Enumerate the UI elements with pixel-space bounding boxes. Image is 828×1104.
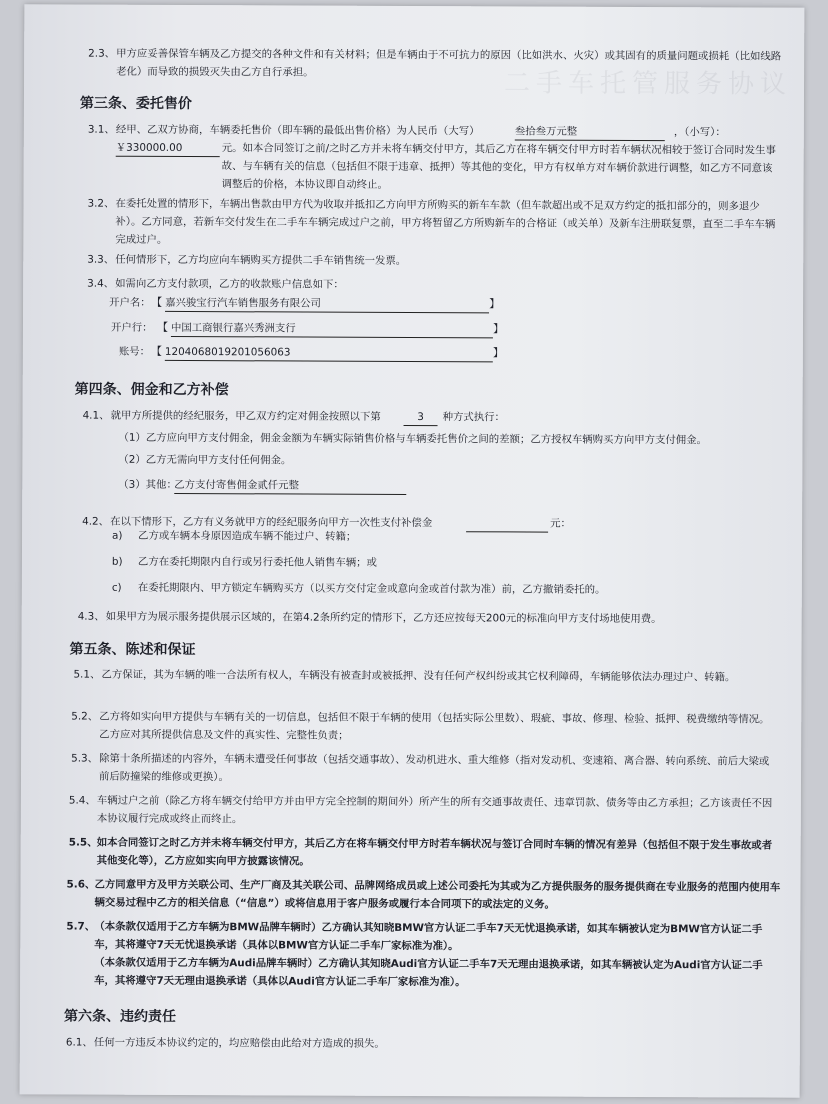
- article-3-heading: 第三条、委托售价: [79, 95, 192, 113]
- clause-number: 5.3、: [71, 752, 99, 765]
- clause-number: 5.2、: [71, 710, 99, 723]
- list-marker: b): [111, 555, 123, 568]
- clause-5-6: 乙方同意甲方及甲方关联公司、生产厂商及其关联公司、品牌网络成员或上述公司委托为其或为乙方提供服务的服务提供商在专业服务的范围内使用车辆交易过程中乙方的相关信息（“信息”）或将信息用于客户服务或履行本合同项下的或法定的义务。: [94, 878, 781, 911]
- clause-number: 4.3、: [77, 610, 105, 623]
- commission-option-field: 3: [404, 409, 438, 426]
- article-4-heading: 第四条、佣金和乙方补偿: [74, 381, 229, 399]
- clause-3-1-c: 元。如本合同签订之前/之时乙方并未将车辆交付甲方，其后乙方在将车辆交付甲方时若车辆状况相较于签订合同时发生事故、与车辆有关的信息（包括但不限于违章、抵押）等其他的变化，甲方有权单方对车辆价款进行调整，如乙方不同意该调整后的价格，本协议即自动终止。: [221, 142, 776, 191]
- clause-number: 4.2、: [82, 515, 110, 528]
- bracket-right: 】: [492, 346, 504, 360]
- clause-4-2-item-b: 乙方在委托期限内自行或另行委托他人销售车辆；或: [137, 555, 377, 569]
- clause-number: 2.3、: [88, 47, 116, 60]
- clause-number: 5.4、: [68, 794, 96, 807]
- clause-number: 6.1、: [65, 1036, 93, 1049]
- account-number-label: 账号：: [118, 345, 151, 358]
- commission-other-field: 乙方支付寄售佣金贰仟元整: [174, 477, 406, 495]
- clause-5-5: 如本合同签订之时乙方并未将车辆交付甲方，其后乙方在将车辆交付甲方时若车辆状况与签订合同时车辆的情况有差异（包括但不限于发生事故或者其他变化等），乙方应如实向甲方披露该情况。: [96, 836, 773, 868]
- clause-5-3: 除第十条所描述的内容外，车辆未遭受任何事故（包括交通事故）、发动机进水、重大维修（指对发动机、变速箱、离合器、转向系统、前后大梁或前后防撞梁的维修或更换）。: [98, 752, 770, 784]
- document-page: [20, 4, 805, 1097]
- clause-3-4: 如需向乙方支付款项，乙方的收款账户信息如下：: [115, 277, 344, 291]
- clause-number: 5.6、: [66, 878, 96, 891]
- price-in-figures-field: ￥330000.00: [116, 140, 220, 157]
- clause-4-1-b: 种方式执行：: [442, 411, 505, 424]
- article-5-heading: 第五条、陈述和保证: [69, 641, 196, 659]
- clause-number: 5.7、: [66, 920, 96, 933]
- bracket-right: 】: [489, 297, 501, 311]
- clause-5-7-audi: （本条款仅适用于乙方车辆为Audi品牌车辆时）乙方确认其知晓Audi官方认证二手车7天无理由退换承诺，如其车辆被认定为Audi官方认证二手车，其将遵守7天无理由退换承诺（具体以Audi官方认证二手车厂家标准为准）。: [94, 956, 763, 989]
- clause-number: 4.1、: [82, 409, 110, 422]
- clause-4-3: 如果甲方为展示服务提供展示区域的，在第4.2条所约定的情形下，乙方还应按每天200元的标准向甲方支付场地使用费。: [105, 610, 662, 626]
- clause-4-1-a: 就甲方所提供的经纪服务，甲乙双方约定对佣金按照以下第: [110, 409, 381, 423]
- compensation-amount-field: [466, 515, 548, 532]
- clause-number: 5.1、: [73, 668, 101, 681]
- clause-5-1: 乙方保证，其为车辆的唯一合法所有权人，车辆没有被查封或被抵押、没有任何产权纠纷或其它权利障碍，车辆能够依法办理过户、转籍。: [101, 668, 736, 684]
- commission-option-1: （1）乙方应向甲方支付佣金，佣金金额为车辆实际销售价格与车辆委托售价之间的差额；乙方授权车辆购买方向甲方支付佣金。: [118, 431, 707, 447]
- clause-5-4: 车辆过户之前（除乙方将车辆交付给甲方并由甲方完全控制的期间外）所产生的所有交通事故责任、违章罚款、债务等由乙方承担；乙方该责任不因本协议履行完成或终止而终止。: [96, 794, 773, 826]
- clause-number: 3.4、: [87, 277, 115, 290]
- clause-2-3: 甲方应妥善保管车辆及乙方提交的各种文件和有关材料；但是车辆由于不可抗力的原因（比如洪水、火灾）或其固有的质量问题或损耗（比如线路老化）而导致的损毁灭失由乙方自行承担。: [116, 47, 782, 79]
- clause-3-1-a: 经甲、乙双方协商，车辆委托售价（即车辆的最低出售价格）为人民币（大写）: [115, 123, 480, 138]
- clause-number: 3.2、: [87, 197, 115, 210]
- account-holder-field: 嘉兴骏宝行汽车销售服务有限公司: [165, 295, 489, 313]
- bracket-left: 【: [151, 295, 163, 309]
- account-number-field: 1204068019201056063: [165, 344, 493, 362]
- bank-label: 开户行：: [110, 321, 153, 334]
- clause-3-1-b: ，（小写）：: [673, 126, 726, 139]
- article-6-heading: 第六条、违约责任: [63, 1008, 176, 1025]
- clause-number: 3.3、: [87, 253, 115, 266]
- bracket-left: 【: [156, 320, 169, 334]
- bracket-left: 【: [150, 344, 162, 358]
- commission-option-2: （2）乙方无需向甲方支付任何佣金。: [118, 453, 292, 467]
- price-in-words-field: 叁拾叁万元整: [515, 123, 665, 141]
- commission-option-3-label: （3）其他：: [118, 478, 177, 491]
- bracket-right: 】: [492, 322, 504, 336]
- clause-3-2: 在委托处置的情形下，车辆出售款由甲方代为收取并抵扣乙方向甲方所购买的新车车款（但车款超出或不足双方约定的抵扣部分的，则多退少补）。乙方同意，若新车交付发生在二手车车辆完成过户之前，甲方将暂留乙方所购新车的合格证（或关单）及新车注册联复票，直至二手车车辆完成过户。: [115, 197, 776, 246]
- clause-5-7-bmw: （本条款仅适用于乙方车辆为BMW品牌车辆时）乙方确认其知晓BMW官方认证二手车7天无忧退换承诺，如其车辆被认定为BMW官方认证二手车，其将遵守7天无忧退换承诺（具体以BMW官方认证二手车厂家标准为准）。: [94, 920, 763, 953]
- clause-4-2-item-a: 乙方或车辆本身原因造成车辆不能过户、转籍；: [138, 529, 357, 543]
- clause-4-2-item-c: 在委托期限内、甲方锁定车辆购买方（以买方交付定金或意向金或首付款为准）前，乙方撤销委托的。: [137, 581, 606, 596]
- account-holder-label: 开户名：: [109, 296, 151, 309]
- clause-4-2-b: 元：: [550, 517, 571, 530]
- list-marker: a): [112, 529, 123, 542]
- clause-4-2-a: 在以下情形下，乙方有义务就甲方的经纪服务向甲方一次性支付补偿金: [110, 515, 433, 530]
- clause-number: 5.5、: [68, 836, 98, 849]
- clause-5-2: 乙方将如实向甲方提供与车辆有关的一切信息，包括但不限于车辆的使用（包括实际公里数）、瑕疵、事故、修理、检验、抵押、税费缴纳等情况。乙方应对其所提供信息及文件的真实性、完整性负责；: [99, 710, 770, 742]
- clause-3-3: 任何情形下，乙方均应向车辆购买方提供二手车销售统一发票。: [115, 253, 407, 267]
- clause-6-1: 任何一方违反本协议约定的，均应赔偿由此给对方造成的损失。: [93, 1036, 385, 1050]
- show-through-text: 二手车托管服务协议: [503, 68, 793, 100]
- clause-number: 3.1、: [87, 123, 115, 136]
- list-marker: c): [111, 581, 122, 594]
- bank-field: 中国工商银行嘉兴秀洲支行: [171, 320, 493, 338]
